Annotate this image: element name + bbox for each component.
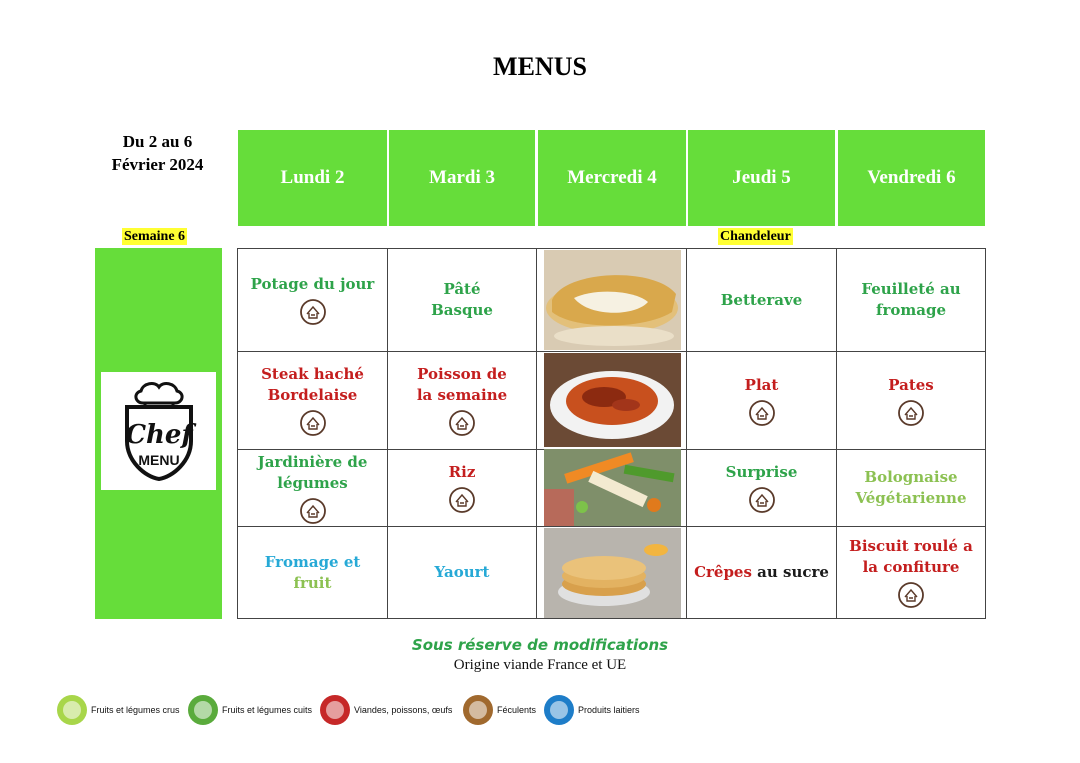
homemade-icon [748,486,776,514]
dish-line: Betterave [720,290,803,309]
page-title: MENUS [493,52,587,81]
dish-part: au sucre [751,563,829,581]
dish-line [694,562,829,583]
legend-label: Fruits et légumes cuits [222,705,313,715]
menu-cell [388,527,537,619]
dish-line: Surprise [725,463,798,481]
dish-line: Fromage et [264,552,361,571]
homemade-icon [299,497,327,525]
menu-cell [388,249,537,352]
legend-label: Produits laitiers [578,705,640,715]
event-label: Chandeleur [720,229,791,244]
homemade-icon [897,399,925,427]
dish-line: Plat [744,375,779,394]
day-header-mardi: Mardi 3 [389,130,535,226]
starch-icon [463,695,493,725]
legend-label: Viandes, poissons, œufs [354,705,453,715]
menu-cell [837,527,986,619]
menu-cell [837,450,986,527]
menu-cell [238,527,388,619]
homemade-icon [748,399,776,427]
dish-line: Basque [431,301,493,319]
dish-line: Bolognaise [864,468,958,486]
dish-line: Pâté [443,280,481,298]
legend-label: Fruits et légumes crus [91,705,180,715]
chef-hat-icon [107,379,211,483]
homemade-icon [897,581,925,609]
week-label: Semaine 6 [124,229,186,244]
homemade-icon [448,486,476,514]
date-range-line2: Février 2024 [111,155,204,174]
dish-line: Feuilleté au [861,280,961,298]
menu-cell [238,450,388,527]
dish-line: la confiture [862,558,960,576]
homemade-icon [299,298,327,326]
dish-line: Poisson de [417,365,507,383]
dish-line: Jardinière de [257,452,368,471]
dish-line: Bordelaise [267,386,358,404]
legend-item [544,695,640,725]
day-header-lundi: Lundi 2 [238,130,387,226]
menu-cell [687,450,837,527]
dish-line: légumes [277,473,348,492]
dish-line: la semaine [416,386,508,404]
mixed-vegetables-photo [544,449,681,526]
dish-part: Crêpes [694,563,752,581]
dish-line: Biscuit roulé a [849,537,973,555]
meat-origin-note: Origine viande France et UE [453,657,627,673]
disclaimer-note: Sous réserve de modifications [411,636,669,654]
legend-label: Féculents [497,705,537,715]
day-header-mercredi: Mercredi 4 [538,130,686,226]
raw-produce-icon [57,695,87,725]
menu-cell [837,249,986,352]
protein-icon [320,695,350,725]
legend-item [320,695,452,725]
cooked-produce-icon [188,695,218,725]
dish-line: Végétarienne [855,489,967,507]
menu-cell [687,352,837,450]
logo-text-menu: MENU [137,452,180,468]
dish-line: Steak haché [261,365,364,383]
homemade-icon [448,409,476,437]
dish-line: Yaourt [434,563,490,581]
dish-line: fromage [876,301,946,319]
menu-cell [238,352,388,450]
menu-cell [388,450,537,527]
day-header-jeudi: Jeudi 5 [688,130,835,226]
legend-item [188,695,312,725]
spaghetti-bolognese-photo [544,353,681,447]
cheese-pastry-photo [544,250,681,350]
date-range [95,130,220,176]
menu-cell [238,249,388,352]
date-range-line1: Du 2 au 6 [122,132,193,151]
legend-item [463,695,536,725]
menu-cell [837,352,986,450]
dish-line: Pates [888,375,934,394]
day-header-vendredi: Vendredi 6 [838,130,985,226]
crepes-stack-photo [544,528,681,618]
legend-item [57,695,180,725]
homemade-icon [299,409,327,437]
menu-cell [687,527,837,619]
logo-text-chef: Chef [124,420,193,450]
dairy-icon [544,695,574,725]
dish-line: fruit [293,573,332,592]
menu-cell [388,352,537,450]
dish-line: Riz [448,463,476,481]
chef-menu-logo [101,372,216,490]
menu-cell [687,249,837,352]
dish-line: Potage du jour [250,275,375,293]
